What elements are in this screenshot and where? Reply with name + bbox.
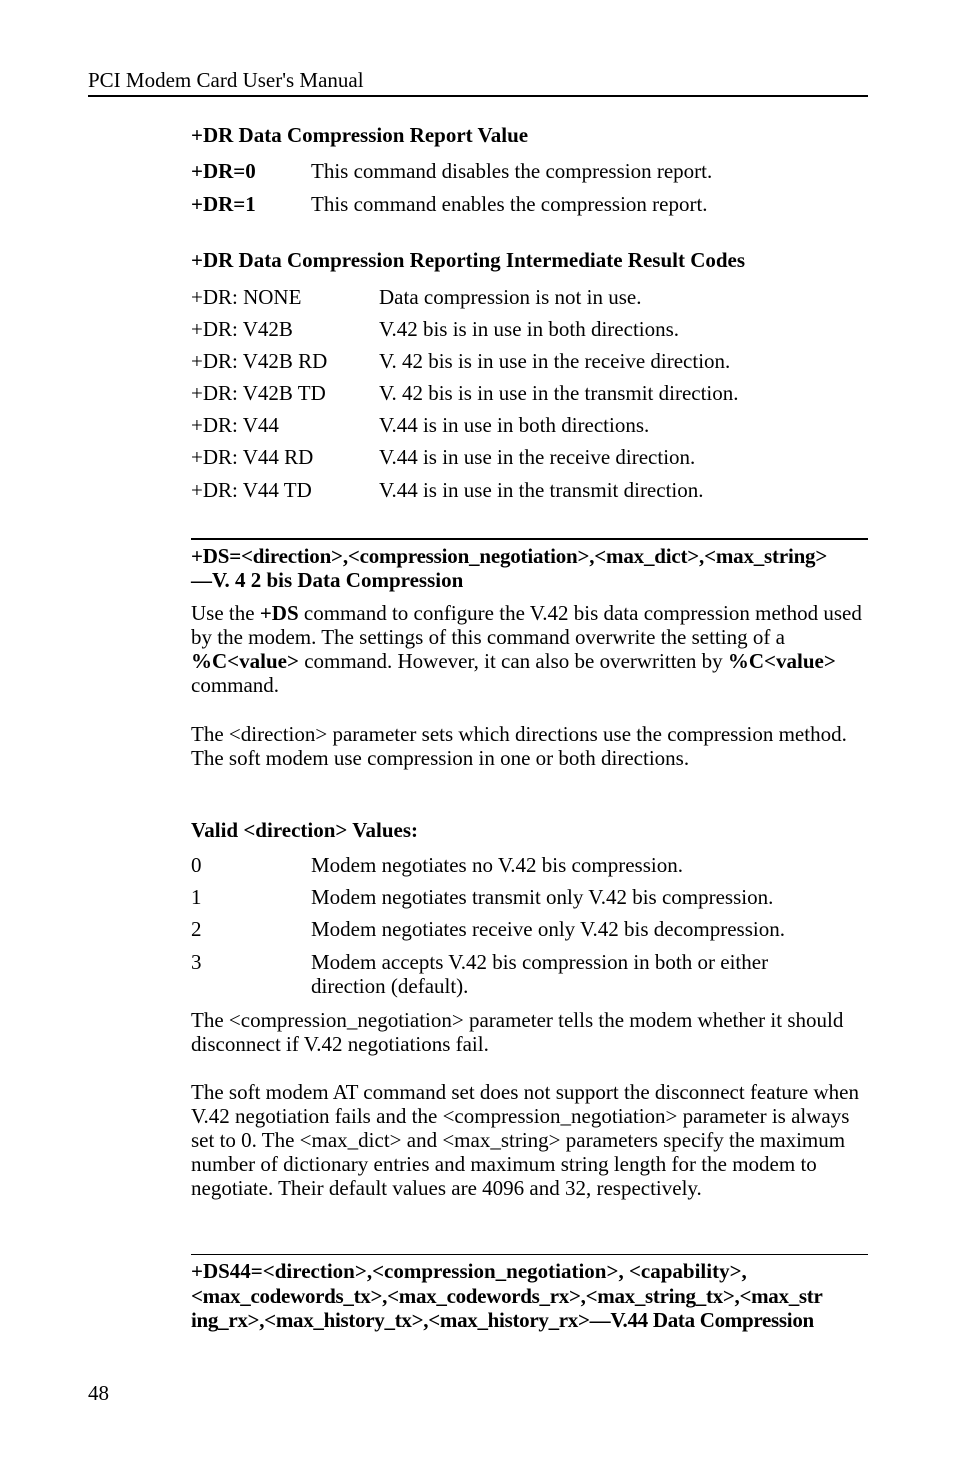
direction-value-desc: Modem accepts V.42 bis compression in both or either direction (default). [311, 950, 769, 998]
header-rule [88, 95, 868, 97]
ds-intro-text: command to configure the V.42 bis data compression method used by the modem. The settings of this command overwrite the setting of a [191, 601, 862, 649]
ds-intro-text: command. [191, 673, 280, 697]
dr-report-cmd: +DR=1 [191, 192, 256, 216]
dr-code: +DR: V42B RD [191, 349, 328, 373]
dr-code: +DR: V42B TD [191, 381, 326, 405]
dr-report-desc: This command enables the compression report. [311, 192, 708, 216]
dr-code: +DR: V42B [191, 317, 293, 341]
direction-value: 2 [191, 917, 202, 941]
dr-code: +DR: V44 [191, 413, 279, 437]
direction-value-desc: Modem negotiates transmit only V.42 bis compression. [311, 885, 774, 909]
valid-direction-heading: Valid <direction> Values: [191, 818, 418, 842]
dr-codes-heading: +DR Data Compression Reporting Intermediate Result Codes [191, 248, 746, 272]
ds44-heading-line-3: ing_rx>,<max_history_tx>,<max_history_rx>—V.44 Data Compression [191, 1308, 814, 1332]
percent-c-command: %C<value> [191, 649, 299, 673]
dr-report-cmd: +DR=0 [191, 159, 256, 183]
negotiation-paragraph: The <compression_negotiation> parameter tells the modem whether it should disconnect if V.42 negotiations fail. [191, 1008, 844, 1056]
ds44-heading-line-1: +DS44=<direction>,<compression_negotiation>, <capability>, [191, 1259, 747, 1283]
direction-value: 1 [191, 885, 202, 909]
dr-code: +DR: NONE [191, 285, 302, 309]
dr-code-desc: V.42 bis is in use in both directions. [379, 317, 680, 341]
ds-intro-text: Use the [191, 601, 260, 625]
direction-value: 3 [191, 950, 202, 974]
ds-heading-line-2: —V. 4 2 bis Data Compression [191, 568, 464, 592]
dr-code-desc: V. 42 bis is in use in the transmit direction. [379, 381, 739, 405]
direction-paragraph: The <direction> parameter sets which directions use the compression method. The soft modem use compression in one or both directions. [191, 722, 847, 770]
dr-code-desc: V.44 is in use in both directions. [379, 413, 650, 437]
ds-intro-text: command. However, it can also be overwritten by [298, 649, 728, 673]
dr-code-desc: Data compression is not in use. [379, 285, 642, 309]
page-number: 48 [88, 1381, 109, 1405]
ds-command-name: +DS [259, 601, 299, 625]
running-header: PCI Modem Card User's Manual [88, 68, 364, 92]
dr-code-desc: V.44 is in use in the transmit direction. [379, 478, 704, 502]
section-rule [191, 538, 868, 540]
dr-code-desc: V. 42 bis is in use in the receive direction. [379, 349, 731, 373]
section-rule [191, 1254, 868, 1255]
ds-intro-paragraph [191, 601, 869, 697]
direction-value-desc: Modem negotiates no V.42 bis compression. [311, 853, 683, 877]
direction-value-desc: Modem negotiates receive only V.42 bis decompression. [311, 917, 785, 941]
dr-code-desc: V.44 is in use in the receive direction. [379, 445, 696, 469]
ds-heading-line-1: +DS=<direction>,<compression_negotiation>,<max_dict>,<max_string> [191, 544, 828, 568]
dr-code: +DR: V44 TD [191, 478, 312, 502]
dr-code: +DR: V44 RD [191, 445, 314, 469]
ds44-heading-line-2: <max_codewords_tx>,<max_codewords_rx>,<max_string_tx>,<max_str [191, 1284, 823, 1308]
percent-c-command: %C<value> [727, 649, 836, 673]
dr-report-heading: +DR Data Compression Report Value [191, 123, 529, 147]
softmodem-paragraph: The soft modem AT command set does not support the disconnect feature when V.42 negotiation fails and the <compression_negotiation> parameter is always set to 0. The <max_dict> and <max_string> parameters specify the maximum number of dictionary entries and maximum string length for the modem to negotiate. Their default values are 4096 and 32, respectively. [191, 1080, 859, 1200]
dr-report-desc: This command disables the compression report. [311, 159, 713, 183]
direction-value: 0 [191, 853, 202, 877]
